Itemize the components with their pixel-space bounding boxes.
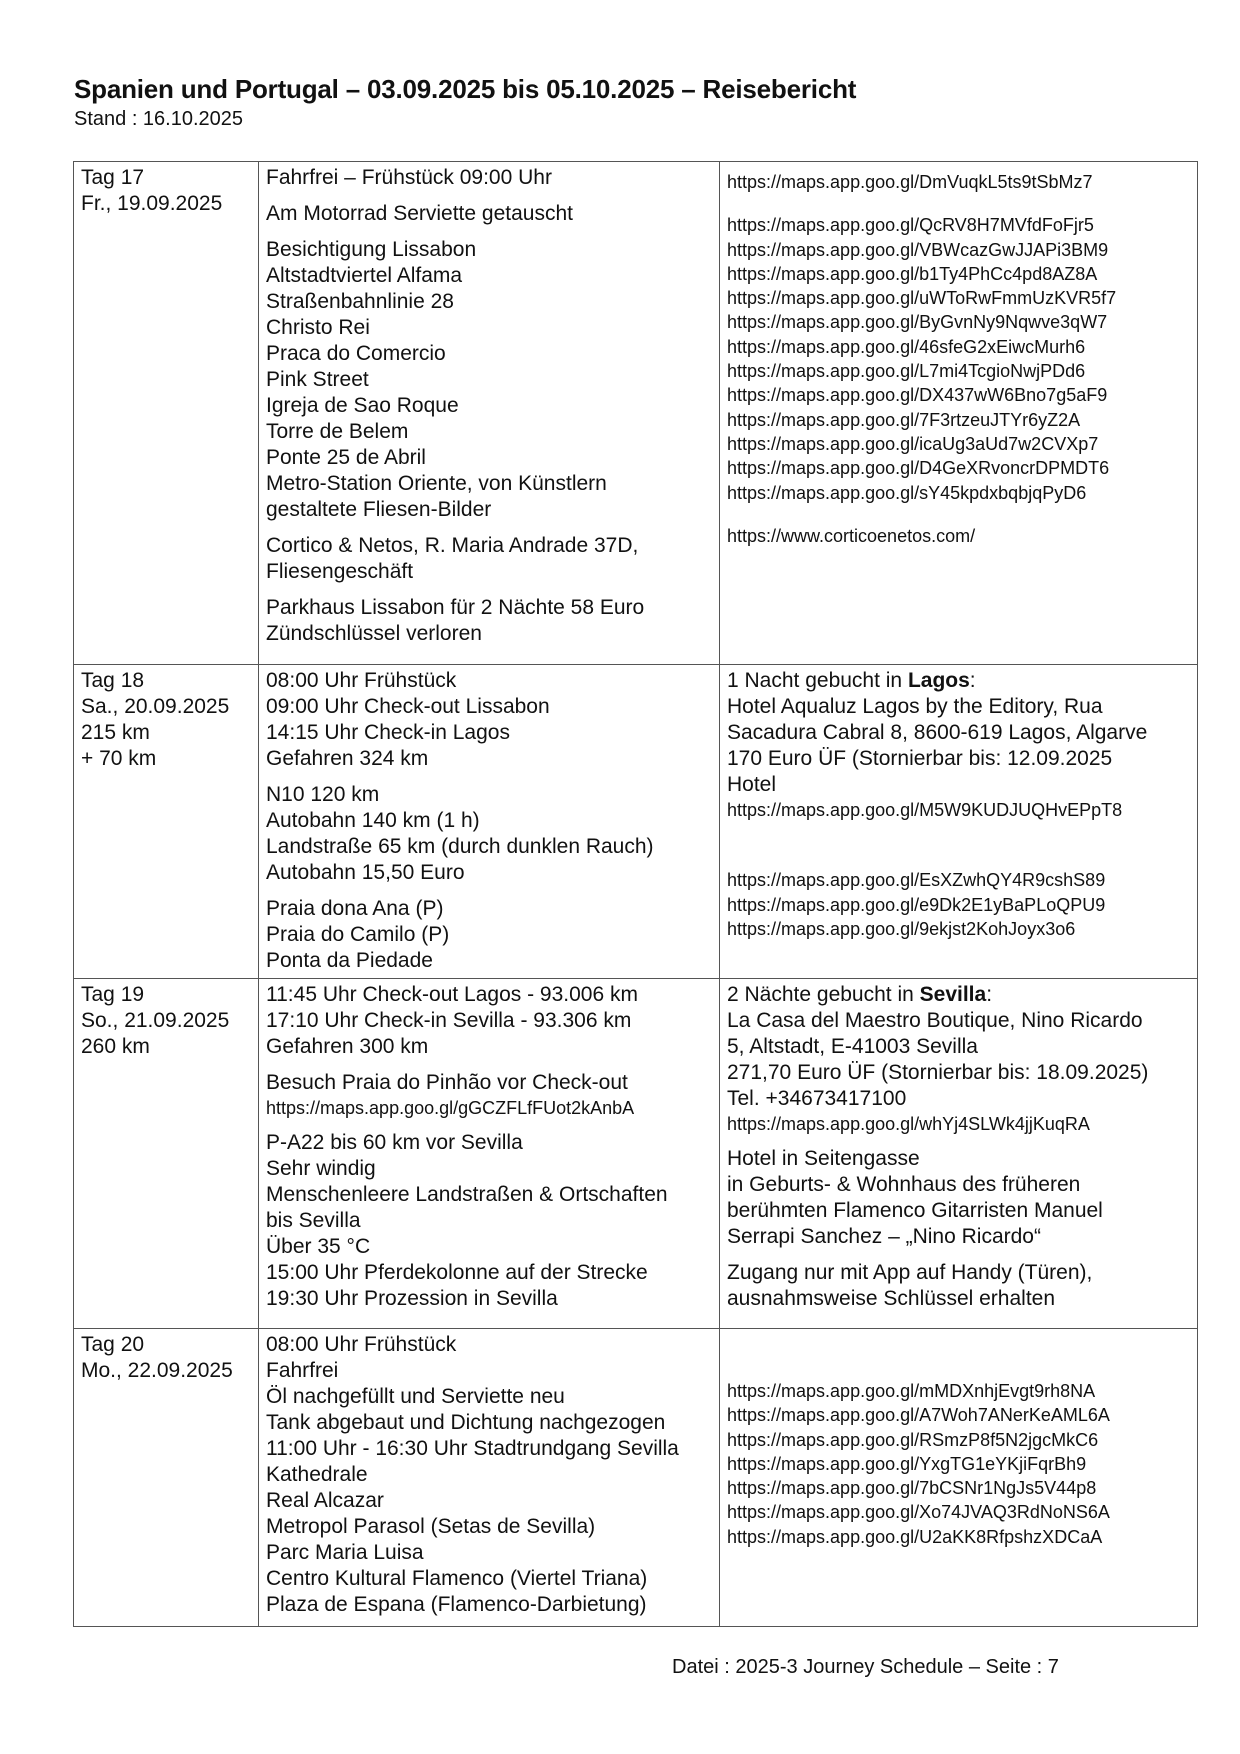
- booking-line: 170 Euro ÜF (Stornierbar bis: 12.09.2025: [727, 747, 1113, 770]
- activity-line: Fliesengeschäft: [266, 560, 414, 583]
- beach-map-link[interactable]: https://maps.app.goo.gl/gGCZFLfFUot2kAnbA: [266, 1098, 635, 1118]
- activity-line: Cortico & Netos, R. Maria Andrade 37D,: [266, 534, 639, 557]
- map-link[interactable]: https://maps.app.goo.gl/DmVuqkL5ts9tSbMz7: [727, 172, 1093, 192]
- activity-line: Altstadtviertel Alfama: [266, 264, 463, 287]
- booking-cell: [720, 979, 1198, 1329]
- activity-line: 08:00 Uhr Frühstück: [266, 1333, 457, 1356]
- activity-line: Besuch Praia do Pinhão vor Check-out: [266, 1071, 628, 1094]
- map-link[interactable]: https://maps.app.goo.gl/7F3rtzeuJTYr6yZ2A: [727, 409, 1081, 430]
- note-line: Hotel in Seitengasse: [727, 1147, 920, 1171]
- booking-line: Hotel Aqualuz Lagos by the Editory, Rua: [727, 695, 1103, 718]
- activity-line: Torre de Belem: [266, 420, 409, 443]
- activity-line: gestaltete Fliesen-Bilder: [266, 498, 492, 521]
- activity-line: bis Sevilla: [266, 1209, 361, 1233]
- activity-line: 15:00 Uhr Pferdekolonne auf der Strecke: [266, 1261, 648, 1285]
- map-link[interactable]: https://maps.app.goo.gl/Xo74JVAQ3RdNoNS6A: [727, 1502, 1110, 1523]
- document-status-date: Stand : 16.10.2025: [74, 108, 244, 130]
- day-cell: [74, 162, 259, 665]
- activity-line: 11:00 Uhr - 16:30 Uhr Stadtrundgang Sevilla: [266, 1437, 679, 1460]
- activity-line: Plaza de Espana (Flamenco-Darbietung): [266, 1593, 647, 1616]
- activity-line: Ponte 25 de Abril: [266, 446, 426, 469]
- activities-cell: [259, 979, 720, 1329]
- activity-line: Gefahren 324 km: [266, 747, 429, 770]
- day-distance: 215 km: [81, 721, 150, 744]
- map-link[interactable]: https://maps.app.goo.gl/icaUg3aUd7w2CVXp7: [727, 433, 1099, 454]
- map-link[interactable]: https://maps.app.goo.gl/YxgTG1eYKjiFqrBh9: [727, 1453, 1087, 1474]
- table-row-day-17: [74, 162, 1198, 665]
- activity-line: 19:30 Uhr Prozession in Sevilla: [266, 1287, 558, 1311]
- day-cell: [74, 665, 259, 979]
- map-link[interactable]: https://maps.app.goo.gl/DX437wW6Bno7g5aF9: [727, 385, 1108, 406]
- day-label: Tag 19: [81, 983, 145, 1006]
- activity-line: Tank abgebaut und Dichtung nachgezogen: [266, 1411, 666, 1434]
- activity-line: Parc Maria Luisa: [266, 1541, 424, 1564]
- activity-line: Fahrfrei: [266, 1359, 339, 1382]
- activities-cell: [259, 665, 720, 979]
- activity-line: Am Motorrad Serviette getauscht: [266, 202, 573, 225]
- activity-line: Menschenleere Landstraßen & Ortschaften: [266, 1183, 668, 1207]
- booking-city: Sevilla: [919, 983, 987, 1006]
- activity-line: Straßenbahnlinie 28: [266, 290, 454, 313]
- booking-line: 271,70 Euro ÜF (Stornierbar bis: 18.09.2025): [727, 1061, 1149, 1084]
- hotel-map-link[interactable]: https://maps.app.goo.gl/M5W9KUDJUQHvEPpT8: [727, 800, 1123, 820]
- note-line: Zugang nur mit App auf Handy (Türen),: [727, 1261, 1093, 1285]
- note-line: berühmten Flamenco Gitarristen Manuel: [727, 1199, 1103, 1223]
- activity-line: Praia dona Ana (P): [266, 897, 444, 920]
- activity-line: 11:45 Uhr Check-out Lagos - 93.006 km: [266, 983, 638, 1006]
- info-cell: [720, 1329, 1198, 1627]
- activity-line: Real Alcazar: [266, 1489, 384, 1512]
- booking-line: La Casa del Maestro Boutique, Nino Ricardo: [727, 1009, 1143, 1032]
- map-link[interactable]: https://maps.app.goo.gl/EsXZwhQY4R9cshS89: [727, 870, 1106, 891]
- activity-line: Öl nachgefüllt und Serviette neu: [266, 1385, 565, 1408]
- table-row-day-20: [74, 1329, 1198, 1627]
- shop-website-link[interactable]: https://www.corticoenetos.com/: [727, 525, 976, 546]
- activity-line: Metropol Parasol (Setas de Sevilla): [266, 1515, 596, 1538]
- activity-line: Centro Kultural Flamenco (Viertel Triana): [266, 1567, 648, 1590]
- map-link[interactable]: https://maps.app.goo.gl/ByGvnNy9Nqwve3qW7: [727, 312, 1108, 333]
- booking-heading: 1 Nacht gebucht in Lagos:: [727, 669, 976, 692]
- activity-line: Pink Street: [266, 368, 369, 391]
- table-row-day-19: [74, 979, 1198, 1329]
- map-link[interactable]: https://maps.app.goo.gl/mMDXnhjEvgt9rh8NA: [727, 1381, 1096, 1401]
- day-cell: [74, 979, 259, 1329]
- activity-line: Besichtigung Lissabon: [266, 238, 477, 261]
- booking-heading: 2 Nächte gebucht in Sevilla:: [727, 983, 993, 1006]
- activity-line: 08:00 Uhr Frühstück: [266, 669, 457, 692]
- booking-line: Sacadura Cabral 8, 8600-619 Lagos, Algarve: [727, 721, 1148, 744]
- schedule-table: [73, 161, 1198, 1627]
- day-date: So., 21.09.2025: [81, 1009, 230, 1032]
- activity-line: Christo Rei: [266, 316, 370, 339]
- hotel-map-link[interactable]: https://maps.app.goo.gl/whYj4SLWk4jjKuqRA: [727, 1114, 1090, 1134]
- map-link[interactable]: https://maps.app.goo.gl/D4GeXRvoncrDPMDT6: [727, 458, 1110, 479]
- note-line: ausnahmsweise Schlüssel erhalten: [727, 1287, 1056, 1311]
- activity-line: Gefahren 300 km: [266, 1035, 429, 1058]
- map-link[interactable]: https://maps.app.goo.gl/uWToRwFmmUzKVR5f7: [727, 288, 1117, 309]
- document-title: Spanien und Portugal – 03.09.2025 bis 05.10.2025 – Reisebericht: [74, 74, 857, 104]
- day-label: Tag 18: [81, 669, 145, 692]
- activities-cell: [259, 1329, 720, 1627]
- booking-city: Lagos: [907, 669, 970, 692]
- activity-line: N10 120 km: [266, 783, 380, 806]
- map-link[interactable]: https://maps.app.goo.gl/U2aKK8RfpshzXDCaA: [727, 1526, 1103, 1547]
- note-line: Serrapi Sanchez – „Nino Ricardo“: [727, 1225, 1041, 1249]
- activity-line: Autobahn 140 km (1 h): [266, 809, 480, 832]
- map-link[interactable]: https://maps.app.goo.gl/L7mi4TcgioNwjPDd6: [727, 361, 1086, 382]
- map-link[interactable]: https://maps.app.goo.gl/RSmzP8f5N2jgcMkC6: [727, 1429, 1099, 1450]
- activity-line: Parkhaus Lissabon für 2 Nächte 58 Euro: [266, 596, 645, 619]
- activity-line: Sehr windig: [266, 1157, 376, 1181]
- activities-cell: [259, 162, 720, 665]
- map-link[interactable]: https://maps.app.goo.gl/sY45kpdxbqbjqPyD6: [727, 482, 1087, 503]
- map-link[interactable]: https://maps.app.goo.gl/QcRV8H7MVfdFoFjr5: [727, 215, 1094, 236]
- booking-cell: [720, 665, 1198, 979]
- activity-line: 17:10 Uhr Check-in Sevilla - 93.306 km: [266, 1009, 632, 1032]
- activity-line: Praia do Camilo (P): [266, 923, 450, 946]
- activity-line: Praca do Comercio: [266, 342, 446, 365]
- activity-line: Fahrfrei – Frühstück 09:00 Uhr: [266, 166, 552, 189]
- booking-line: Hotel: [727, 773, 777, 796]
- activity-line: Ponta da Piedade: [266, 949, 433, 972]
- map-link[interactable]: https://maps.app.goo.gl/VBWcazGwJJAPi3BM9: [727, 239, 1109, 260]
- map-link[interactable]: https://maps.app.goo.gl/b1Ty4PhCc4pd8AZ8A: [727, 263, 1098, 284]
- day-label: Tag 20: [81, 1333, 145, 1356]
- activity-line: 09:00 Uhr Check-out Lissabon: [266, 695, 550, 718]
- activity-line: Autobahn 15,50 Euro: [266, 861, 465, 884]
- map-link[interactable]: https://maps.app.goo.gl/9ekjst2KohJoyx3o6: [727, 918, 1076, 939]
- page-footer: Datei : 2025-3 Journey Schedule – Seite : 7: [672, 1656, 1059, 1678]
- day-date: Fr., 19.09.2025: [81, 192, 223, 215]
- map-link[interactable]: https://maps.app.goo.gl/46sfeG2xEiwcMurh6: [727, 336, 1086, 357]
- activity-line: Über 35 °C: [266, 1235, 371, 1259]
- info-cell: [720, 162, 1198, 665]
- activity-line: Igreja de Sao Roque: [266, 394, 459, 417]
- booking-line: 5, Altstadt, E-41003 Sevilla: [727, 1035, 978, 1058]
- map-link[interactable]: https://maps.app.goo.gl/e9Dk2E1yBaPLoQPU9: [727, 894, 1106, 915]
- activity-line: Metro-Station Oriente, von Künstlern: [266, 472, 607, 495]
- day-label: Tag 17: [81, 166, 145, 189]
- map-link[interactable]: https://maps.app.goo.gl/A7Woh7ANerKeAML6A: [727, 1405, 1110, 1426]
- activity-line: Landstraße 65 km (durch dunklen Rauch): [266, 835, 654, 858]
- table-row-day-18: [74, 665, 1198, 979]
- day-date: Mo., 22.09.2025: [81, 1359, 233, 1382]
- booking-phone: Tel. +34673417100: [727, 1087, 907, 1110]
- day-date: Sa., 20.09.2025: [81, 695, 230, 718]
- note-line: in Geburts- & Wohnhaus des früheren: [727, 1173, 1081, 1197]
- day-cell: [74, 1329, 259, 1627]
- activity-line: Kathedrale: [266, 1463, 368, 1486]
- activity-line: P-A22 bis 60 km vor Sevilla: [266, 1131, 523, 1155]
- activity-line: 14:15 Uhr Check-in Lagos: [266, 721, 510, 744]
- day-distance: 260 km: [81, 1035, 150, 1058]
- map-link[interactable]: https://maps.app.goo.gl/7bCSNr1NgJs5V44p8: [727, 1478, 1097, 1499]
- activity-line: Zündschlüssel verloren: [266, 622, 482, 645]
- day-distance-extra: + 70 km: [81, 747, 157, 770]
